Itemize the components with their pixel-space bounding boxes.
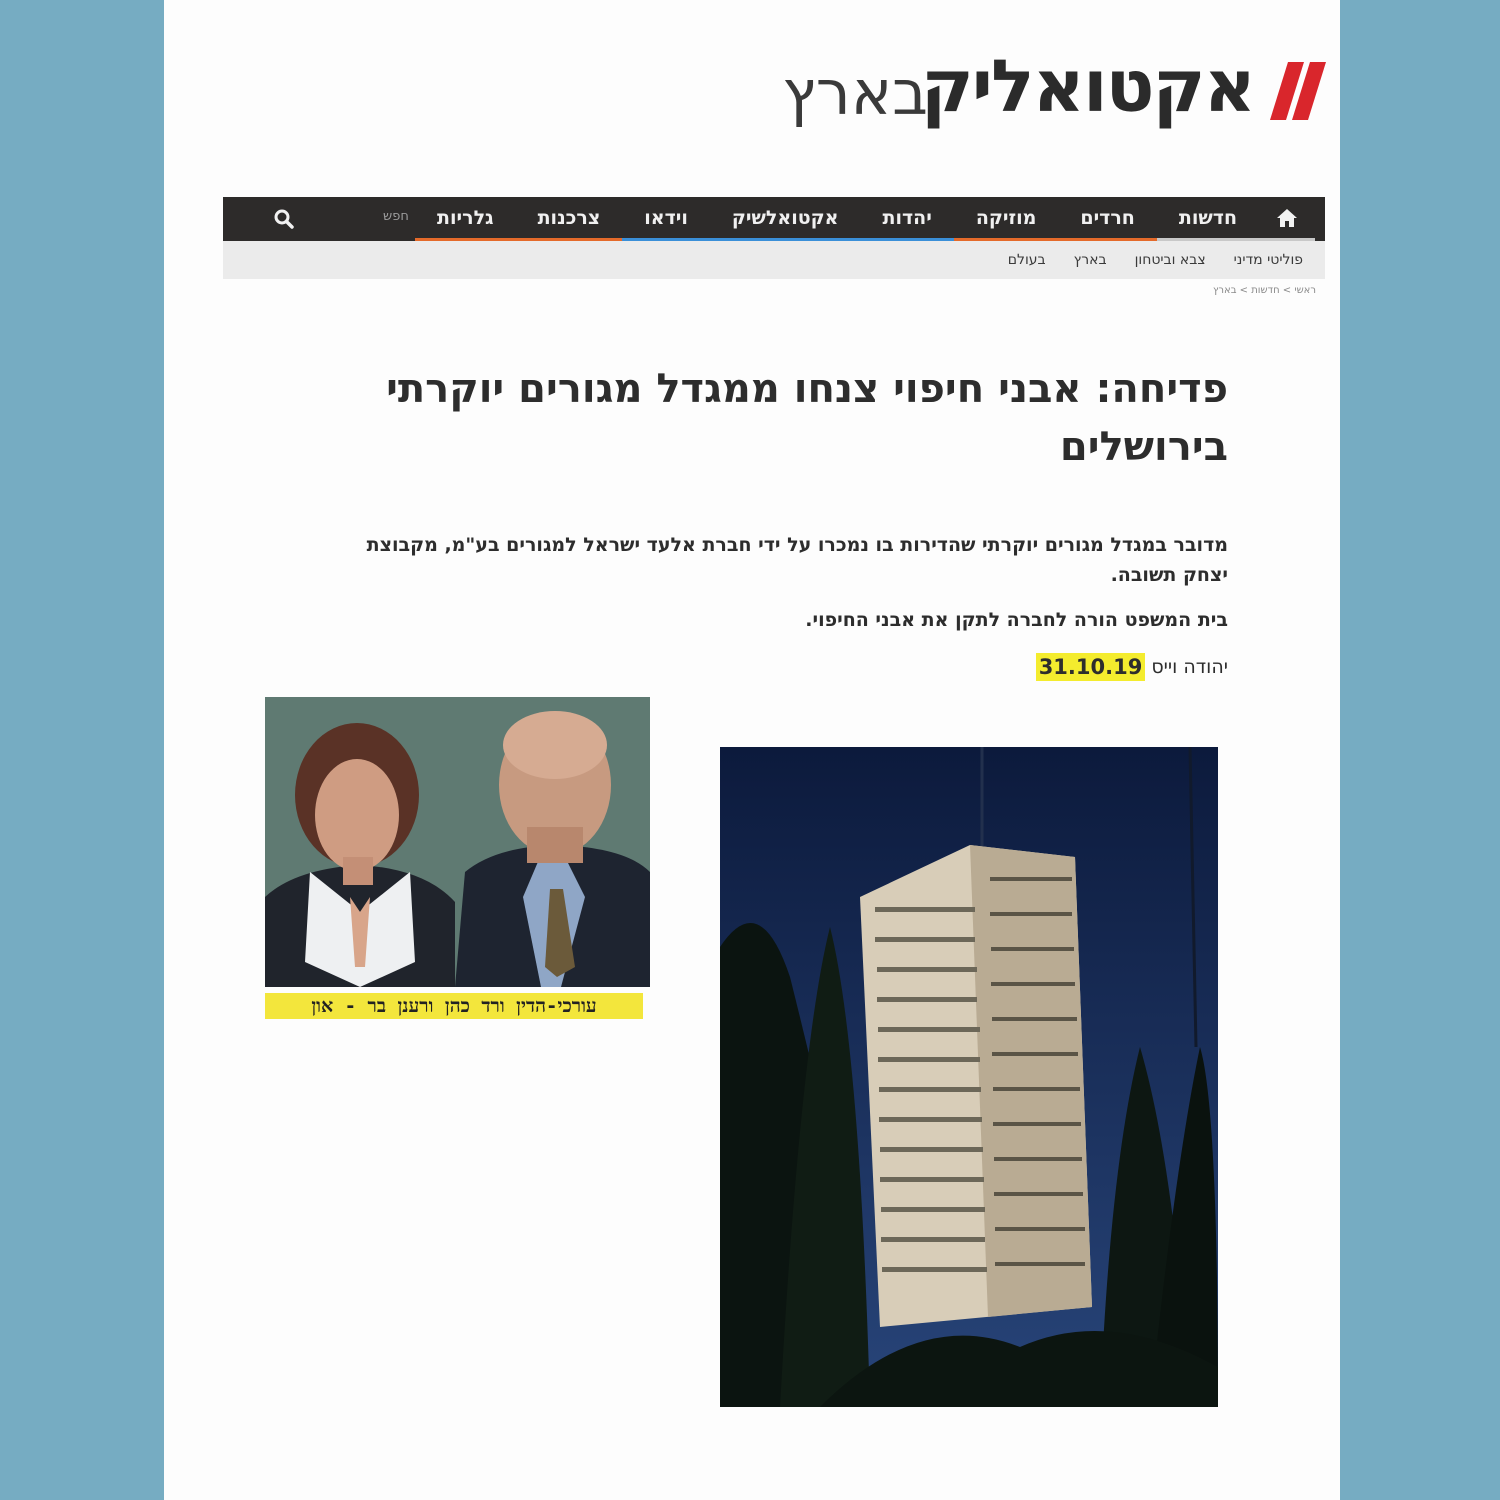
sub-nav — [223, 241, 1325, 279]
nav-item-music[interactable]: מוזיקה — [954, 197, 1059, 241]
subnav-item-local[interactable]: בארץ — [1073, 252, 1107, 268]
logo-slashes-icon — [1266, 62, 1326, 120]
article-headline: פדיחה: אבני חיפוי צנחו ממגדל מגורים יוקרתי בירושלים — [386, 366, 1228, 470]
site-logo[interactable] — [782, 40, 1326, 150]
subnav-item-world[interactable]: בעולם — [1007, 252, 1046, 268]
subnav-items — [980, 241, 1303, 279]
search-input[interactable]: חפש — [383, 209, 409, 224]
scanned-page — [164, 0, 1340, 1500]
nav-item-consumer[interactable]: צרכנות — [516, 197, 623, 241]
nav-home[interactable] — [1259, 197, 1315, 241]
tower-photo — [720, 747, 1218, 1407]
article-author[interactable]: יהודה וייס — [1151, 656, 1228, 678]
subnav-item-politics[interactable]: פוליטי מדיני — [1233, 252, 1303, 268]
nav-item-galleries[interactable]: גלריות — [415, 197, 516, 241]
search-icon[interactable] — [273, 208, 295, 230]
article-byline — [1036, 653, 1228, 681]
subnav-item-security[interactable]: צבא וביטחון — [1134, 252, 1206, 268]
logo-main-text: אקטואליק — [920, 44, 1254, 128]
nav-item-news[interactable]: חדשות — [1157, 197, 1259, 241]
logo-sub-text: בארץ — [782, 56, 928, 129]
nav-item-video[interactable]: וידאו — [622, 197, 710, 241]
lawyers-photo-caption: עורכי-הדין ורד כהן ורענן בר - און — [265, 993, 643, 1019]
nav-item-haredim[interactable]: חרדים — [1058, 197, 1157, 241]
nav-item-aktualshik[interactable]: אקטואלשיק — [710, 197, 861, 241]
article-lead-secondary: בית המשפט הורה לחברה לתקן את אבני החיפוי. — [805, 609, 1228, 631]
article-date: 31.10.19 — [1036, 653, 1146, 681]
main-nav — [223, 197, 1325, 241]
home-icon — [1277, 209, 1297, 227]
article-lead: מדובר במגדל מגורים יוקרתי שהדירות בו נמכרו על ידי חברת אלעד ישראל למגורים בע"מ, מקבוצת יצחק תשובה. — [366, 534, 1228, 586]
nav-item-judaism[interactable]: יהדות — [861, 197, 954, 241]
lawyers-photo — [265, 697, 650, 987]
breadcrumb[interactable]: ראשי > חדשות > בארץ — [1212, 285, 1316, 296]
nav-items — [415, 197, 1259, 241]
